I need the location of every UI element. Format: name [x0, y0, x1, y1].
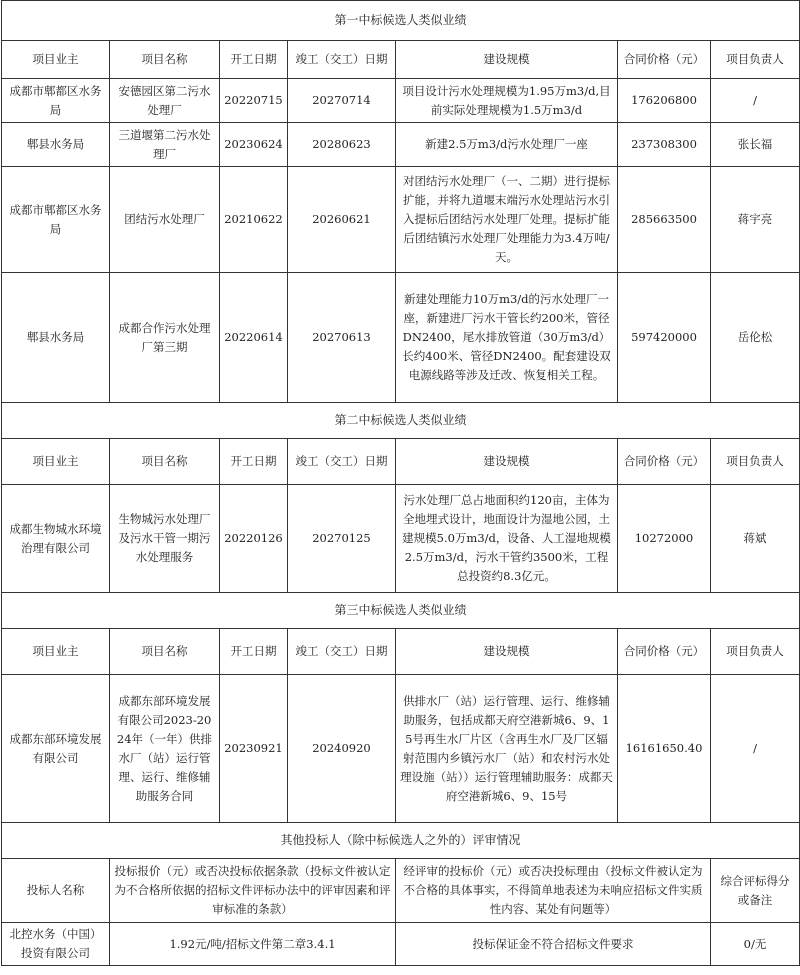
cell-project-name: 成都合作污水处理厂第三期	[110, 273, 220, 403]
bid-results-table	[1, 0, 800, 966]
table-row	[2, 923, 800, 966]
header-row	[2, 41, 800, 79]
cell-bid-basis: 1.92元/吨/招标文件第二章3.4.1	[110, 923, 396, 966]
section-title: 第一中标候选人类似业绩	[2, 1, 800, 41]
header-reject-reason: 经评审的投标价（元）或否决投标理由（投标文件被认定为不合格的具体事实，不得简单地表述为未响应招标文件实质性内容、某处有问题等）	[396, 859, 711, 923]
table-row	[2, 123, 800, 167]
header-price: 合同价格（元）	[618, 439, 711, 485]
cell-start-date: 20230624	[220, 123, 288, 167]
cell-end-date: 20270125	[288, 485, 396, 593]
section-title: 其他投标人（除中标候选人之外的）评审情况	[2, 823, 800, 859]
header-owner: 项目业主	[2, 439, 110, 485]
cell-scale: 污水处理厂总占地面积约120亩，主体为全地埋式设计，地面设计为湿地公园，土建规模5.0万m3/d，设备、人工湿地规模2.5万m3/d，污水干管约3500米，工程总投资约8.3亿元。	[396, 485, 618, 593]
cell-scale: 供排水厂（站）运行管理、运行、维修辅助服务，包括成都天府空港新城6、9、15号再生水厂片区（含再生水厂及厂区辐射范围内乡镇污水厂（站）和农村污水处理设施（站））运行管理辅助服务：成都天府空港新城6、9、15号	[396, 675, 618, 823]
cell-owner: 成都东部环境发展有限公司	[2, 675, 110, 823]
cell-end-date: 20270714	[288, 79, 396, 123]
table-row	[2, 273, 800, 403]
cell-owner: 成都生物城水环境治理有限公司	[2, 485, 110, 593]
cell-end-date: 20270613	[288, 273, 396, 403]
section-title: 第三中标候选人类似业绩	[2, 593, 800, 629]
cell-start-date: 20230921	[220, 675, 288, 823]
cell-manager: /	[711, 79, 800, 123]
cell-price: 285663500	[618, 167, 711, 273]
cell-manager: 张长福	[711, 123, 800, 167]
header-manager: 项目负责人	[711, 629, 800, 675]
cell-score: 0/无	[711, 923, 800, 966]
cell-price: 10272000	[618, 485, 711, 593]
header-project-name: 项目名称	[110, 439, 220, 485]
header-owner: 项目业主	[2, 629, 110, 675]
header-end-date: 竣工（交工）日期	[288, 629, 396, 675]
cell-end-date: 20240920	[288, 675, 396, 823]
cell-price: 597420000	[618, 273, 711, 403]
header-bid-basis: 投标报价（元）或否决投标依据条款（投标文件被认定为不合格所依据的招标文件评标办法中的评审因素和评审标准的条款）	[110, 859, 396, 923]
cell-scale: 项目设计污水处理规模为1.95万m3/d,目前实际处理规模为1.5万m3/d	[396, 79, 618, 123]
cell-price: 237308300	[618, 123, 711, 167]
section-title-row	[2, 1, 800, 41]
cell-price: 176206800	[618, 79, 711, 123]
section-title-row	[2, 593, 800, 629]
cell-manager: /	[711, 675, 800, 823]
header-owner: 项目业主	[2, 41, 110, 79]
cell-price: 16161650.40	[618, 675, 711, 823]
cell-start-date: 20210622	[220, 167, 288, 273]
header-scale: 建设规模	[396, 629, 618, 675]
cell-bidder: 北控水务（中国）投资有限公司	[2, 923, 110, 966]
header-scale: 建设规模	[396, 439, 618, 485]
cell-manager: 蒋斌	[711, 485, 800, 593]
section-title-row	[2, 403, 800, 439]
cell-project-name: 成都东部环境发展有限公司2023-2024年（一年）供排水厂（站）运行管理、运行、维修辅助服务合同	[110, 675, 220, 823]
header-scale: 建设规模	[396, 41, 618, 79]
cell-owner: 郫县水务局	[2, 123, 110, 167]
cell-project-name: 团结污水处理厂	[110, 167, 220, 273]
cell-owner: 成都市郫都区水务局	[2, 79, 110, 123]
cell-reject-reason: 投标保证金不符合招标文件要求	[396, 923, 711, 966]
header-start-date: 开工日期	[220, 439, 288, 485]
header-bidder: 投标人名称	[2, 859, 110, 923]
header-end-date: 竣工（交工）日期	[288, 439, 396, 485]
header-start-date: 开工日期	[220, 629, 288, 675]
header-manager: 项目负责人	[711, 439, 800, 485]
cell-end-date: 20280623	[288, 123, 396, 167]
header-end-date: 竣工（交工）日期	[288, 41, 396, 79]
cell-scale: 新建2.5万m3/d污水处理厂一座	[396, 123, 618, 167]
cell-manager: 蒋宇亮	[711, 167, 800, 273]
cell-owner: 成都市郫都区水务局	[2, 167, 110, 273]
header-price: 合同价格（元）	[618, 629, 711, 675]
table-row	[2, 167, 800, 273]
header-project-name: 项目名称	[110, 41, 220, 79]
cell-owner: 郫县水务局	[2, 273, 110, 403]
cell-scale: 新建处理能力10万m3/d的污水处理厂一座，新建进厂污水干管长约200米，管径DN2400，尾水排放管道（30万m3/d）长约400米、管径DN2400。配套建设双电源线路等涉及迁改、恢复相关工程。	[396, 273, 618, 403]
table-row	[2, 79, 800, 123]
cell-manager: 岳伦松	[711, 273, 800, 403]
cell-end-date: 20260621	[288, 167, 396, 273]
header-row	[2, 629, 800, 675]
header-row	[2, 439, 800, 485]
section-title-row	[2, 823, 800, 859]
cell-start-date: 20220126	[220, 485, 288, 593]
cell-scale: 对团结污水处理厂（一、二期）进行提标扩能，并将九道堰末端污水处理站污水引入提标后团结污水处理厂处理。提标扩能后团结镇污水处理厂处理能力为3.4万吨/天。	[396, 167, 618, 273]
cell-project-name: 生物城污水处理厂及污水干管一期污水处理服务	[110, 485, 220, 593]
header-row	[2, 859, 800, 923]
cell-project-name: 安德园区第二污水处理厂	[110, 79, 220, 123]
table-row	[2, 485, 800, 593]
section-title: 第二中标候选人类似业绩	[2, 403, 800, 439]
header-manager: 项目负责人	[711, 41, 800, 79]
cell-start-date: 20220614	[220, 273, 288, 403]
header-project-name: 项目名称	[110, 629, 220, 675]
table-row	[2, 675, 800, 823]
header-price: 合同价格（元）	[618, 41, 711, 79]
header-score: 综合评标得分或备注	[711, 859, 800, 923]
cell-start-date: 20220715	[220, 79, 288, 123]
header-start-date: 开工日期	[220, 41, 288, 79]
cell-project-name: 三道堰第二污水处理厂	[110, 123, 220, 167]
